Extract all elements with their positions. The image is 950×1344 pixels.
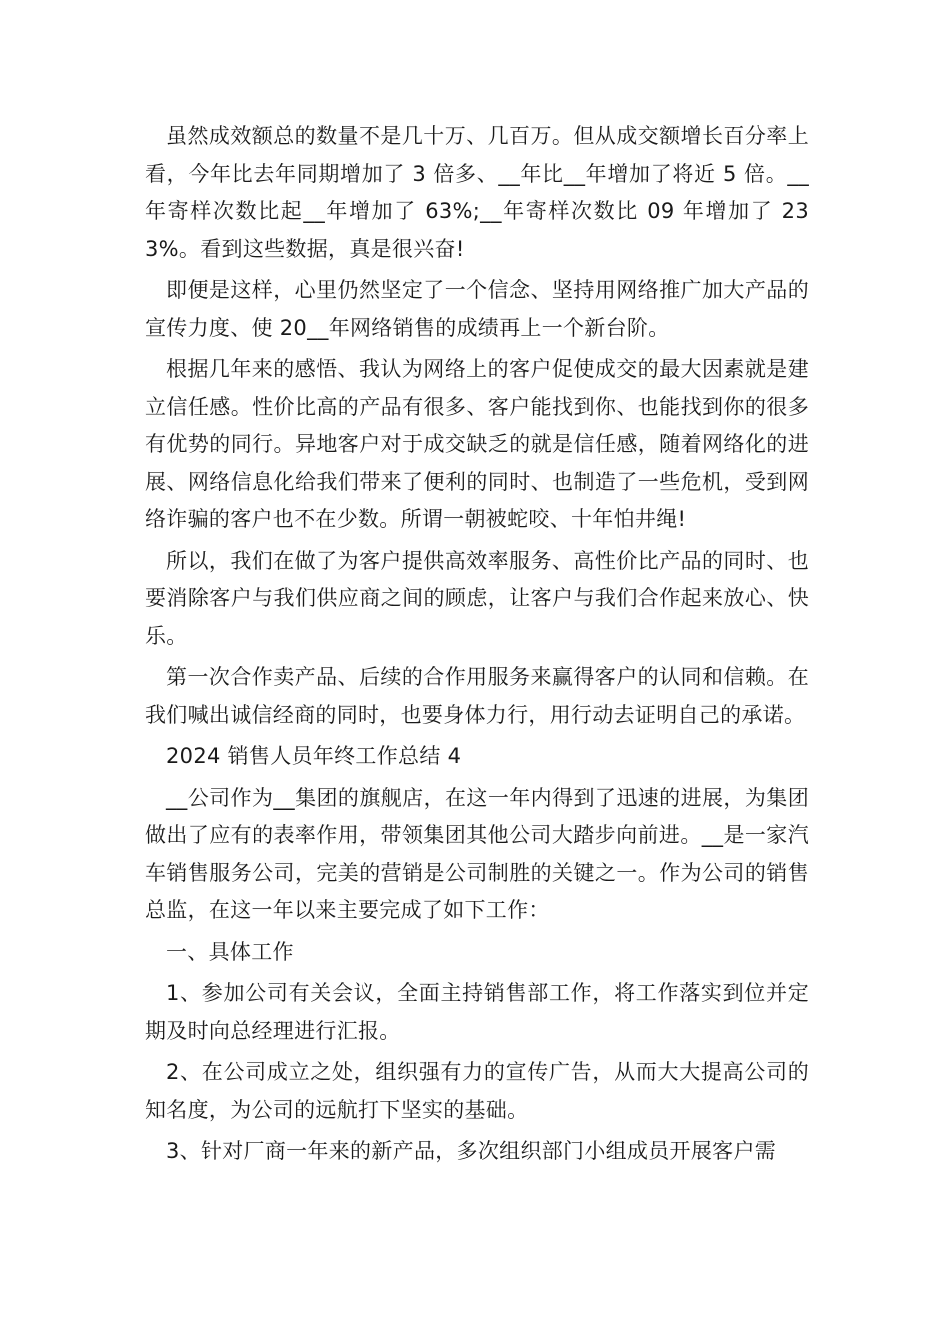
paragraph-belief: 即便是这样，心里仍然坚定了一个信念、坚持用网络推广加大产品的宣传力度、使 20__年网络销售的成绩再上一个新台阶。	[145, 278, 809, 340]
list-item-3: 3、针对厂商一年来的新产品，多次组织部门小组成员开展客户需	[166, 1139, 777, 1163]
list-item-1: 1、参加公司有关会议，全面主持销售部工作，将工作落实到位并定期及时向总经理进行汇报。	[145, 981, 809, 1043]
subheading-specific-work: 一、具体工作	[166, 939, 294, 964]
list-item-2: 2、在公司成立之处，组织强有力的宣传广告，从而大大提高公司的知名度，为公司的远航打下坚实的基础。	[145, 1060, 809, 1122]
section-heading: 2024 销售人员年终工作总结 4	[166, 744, 462, 768]
document-body	[145, 118, 809, 1175]
paragraph-growth-stats: 虽然成效额总的数量不是几十万、几百万。但从成交额增长百分率上看，今年比去年同期增加了 3 倍多、__年比__年增加了将近 5 倍。__年寄样次数比起__年增加了 63%;__年寄样次数比 09 年增加了 233%。看到这些数据，真是很兴奋!	[145, 124, 809, 261]
paragraph-first-cooperation: 第一次合作卖产品、后续的合作用服务来赢得客户的认同和信赖。在我们喊出诚信经商的同时，也要身体力行，用行动去证明自己的承诺。	[145, 665, 809, 727]
paragraph-trust: 根据几年来的感悟、我认为网络上的客户促使成交的最大因素就是建立信任感。性价比高的产品有很多、客户能找到你、也能找到你的很多有优势的同行。异地客户对于成交缺乏的就是信任感，随着网络化的进展、网络信息化给我们带来了便利的同时、也制造了一些危机，受到网络诈骗的客户也不在少数。所谓一朝被蛇咬、十年怕井绳!	[145, 357, 809, 531]
paragraph-service: 所以，我们在做了为客户提供高效率服务、高性价比产品的同时、也要消除客户与我们供应商之间的顾虑，让客户与我们合作起来放心、快乐。	[145, 548, 809, 648]
paragraph-company-intro: __公司作为__集团的旗舰店，在这一年内得到了迅速的进展，为集团做出了应有的表率作用，带领集团其他公司大踏步向前进。__是一家汽车销售服务公司，完美的营销是公司制胜的关键之一。作为公司的销售总监，在这一年以来主要完成了如下工作：	[145, 785, 809, 922]
